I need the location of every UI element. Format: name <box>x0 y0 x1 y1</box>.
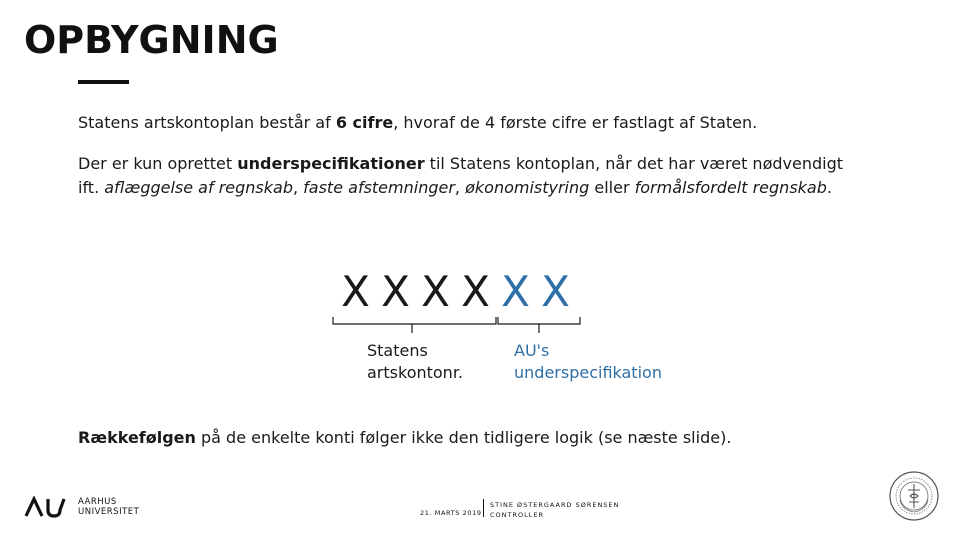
p2-text-start: Der er kun oprettet <box>78 154 238 173</box>
footer-author <box>490 500 619 520</box>
p2-text-mid: til Statens kontoplan, når det har været nødvendigt ift. <box>78 154 843 197</box>
label-au-spec <box>514 340 662 384</box>
au-seal-icon <box>888 470 940 522</box>
author-name: STINE ØSTERGAARD SØRENSEN <box>490 501 620 509</box>
p3-text: på de enkelte konti følger ikke den tidligere logik (se næste slide). <box>195 428 732 447</box>
p1-text-end: , hvoraf de 4 første cifre er fastlagt af Staten. <box>393 113 758 132</box>
p2-italic-1: aflæggelse af regnskab <box>104 178 293 197</box>
footer-separator <box>483 499 484 517</box>
p1-bold-digits: 6 cifre <box>335 113 394 132</box>
university-line1: AARHUS <box>78 497 117 507</box>
label-au-line2: underspecifikation <box>514 363 662 382</box>
p2-text-end: . <box>826 178 832 197</box>
digit-1: X <box>341 267 371 316</box>
paragraph-order <box>78 427 731 449</box>
digit-5: X <box>501 267 531 316</box>
p2-italic-4: formålsfordelt regnskab <box>634 178 827 197</box>
p2-bold-term: underspecifikationer <box>237 154 425 173</box>
slide-title: OPBYGNING <box>24 18 279 62</box>
label-state-line2: artskontonr. <box>367 363 464 382</box>
p2-text-mid2: eller <box>589 178 635 197</box>
digit-4: X <box>461 267 491 316</box>
p1-text-start: Statens artskontoplan består af <box>78 113 336 132</box>
bracket-state <box>333 317 496 333</box>
digit-6: X <box>541 267 571 316</box>
digit-3: X <box>421 267 451 316</box>
p2-italic-3: økonomistyring <box>465 178 590 197</box>
label-au-line1: AU's <box>514 341 550 360</box>
digit-2: X <box>381 267 411 316</box>
label-state-line1: Statens <box>367 341 428 360</box>
university-name <box>78 497 139 517</box>
bracket-au <box>498 317 580 333</box>
p2-sep-2: , <box>454 178 466 197</box>
au-logo-icon <box>24 496 68 518</box>
label-state-account <box>367 340 463 384</box>
p3-bold-term: Rækkefølgen <box>78 428 196 447</box>
university-line2: UNIVERSITET <box>78 507 140 517</box>
p2-italic-2: faste afstemninger <box>303 178 455 197</box>
p2-sep-1: , <box>292 178 304 197</box>
author-title: CONTROLLER <box>490 511 544 519</box>
footer-date: 21. MARTS 2019 <box>420 509 482 517</box>
